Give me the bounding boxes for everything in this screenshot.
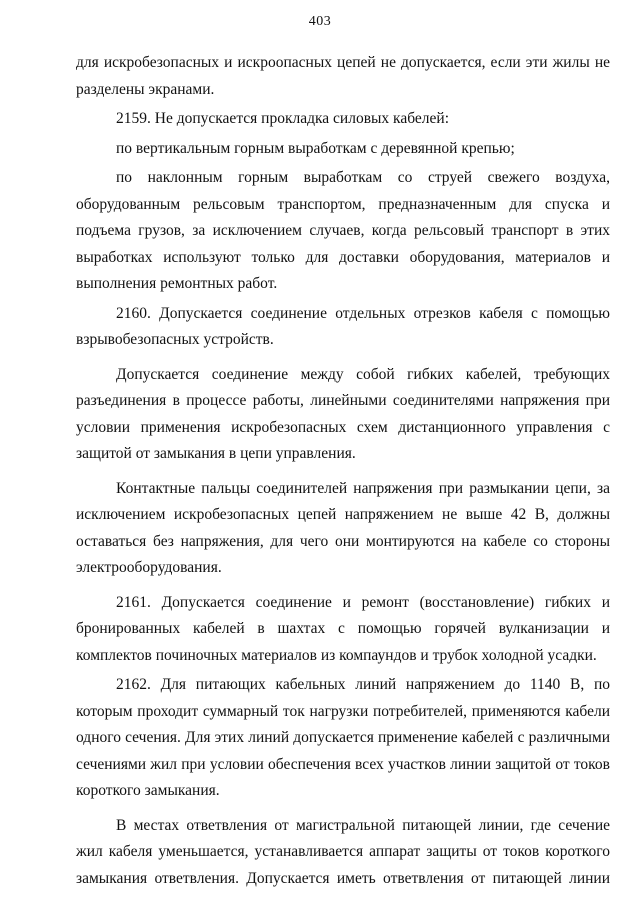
paragraph-contact-pins: Контактные пальцы соединителей напряжения при размыкании цепи, за исключением искробезопасных цепей напряжением не выше 42 В, должны оставаться без напряжения, для чего они монтируются на кабеле со стороны электрооборудования. xyxy=(76,479,610,576)
paragraph-continuation: для искробезопасных и искроопасных цепей не допускается, если эти жилы не разделены экранами. xyxy=(76,54,610,98)
paragraph-2160: 2160. Допускается соединение отдельных отрезков кабеля с помощью взрывобезопасных устройств. xyxy=(76,304,610,348)
paragraph-2161: 2161. Допускается соединение и ремонт (восстановление) гибких и бронированных кабелей в шахтах с помощью горячей вулканизации и комплектов починочных материалов из компаундов и трубок холодной усадки. xyxy=(76,593,610,664)
document-body xyxy=(76,50,610,895)
paragraph-branching: В местах ответвления от магистральной питающей линии, где сечение жил кабеля уменьшается, устанавливается аппарат защиты от токов короткого замыкания ответвления. Допускается иметь ответвления от питающей линии xyxy=(76,816,610,887)
paragraph-vertical-workings: по вертикальным горным выработкам с деревянной крепью; xyxy=(116,139,515,157)
paragraph-2159: 2159. Не допускается прокладка силовых кабелей: xyxy=(116,110,450,127)
page-number: 403 xyxy=(308,14,332,29)
paragraph-flexible-cables: Допускается соединение между собой гибких кабелей, требующих разъединения в процессе работы, линейными соединителями напряжения при условии применения искробезопасных схем дистанционного управления с защитой от замыкания в цепи управления. xyxy=(76,365,610,462)
paragraph-2162: 2162. Для питающих кабельных линий напряжением до 1140 В, по которым проходит суммарный ток нагрузки потребителей, применяются кабели одного сечения. Для этих линий допускается применение кабелей с различными сечениями жил при условии обеспечения всех участков линии защитой от токов короткого замыкания. xyxy=(76,676,610,799)
paragraph-inclined-workings: по наклонным горным выработкам со струей свежего воздуха, оборудованным рельсовым транспортом, предназначенным для спуска и подъема грузов, за исключением случаев, когда рельсовый транспорт в этих выработках используют только для доставки оборудования, материалов и выполнения ремонтных работ. xyxy=(76,169,610,292)
